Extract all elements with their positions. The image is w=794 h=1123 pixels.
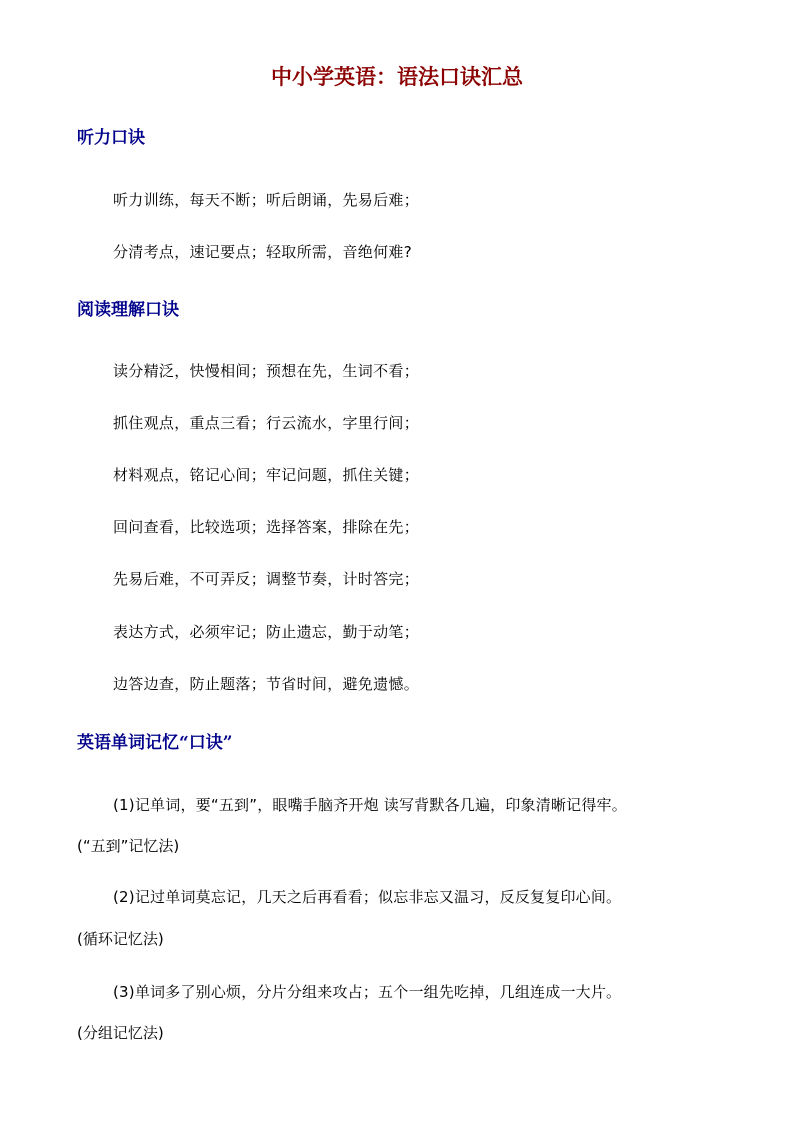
reading-line: 回问查看，比较选项；选择答案，排除在先；: [113, 518, 420, 536]
listening-line: 分清考点，速记要点；轻取所需，音绝何难?: [113, 243, 412, 261]
reading-line: 边答边查，防止题落；节省时间，避免遗憾。: [113, 675, 420, 693]
listening-heading: 听力口诀: [77, 128, 145, 148]
reading-heading: 阅读理解口诀: [77, 300, 179, 320]
vocabulary-method: (分组记忆法): [77, 1024, 164, 1042]
reading-line: 读分精泛，快慢相间；预想在先，生词不看；: [113, 362, 420, 380]
vocabulary-mnemonic: (3)单词多了别心烦，分片分组来攻占；五个一组先吃掉，几组连成一大片。: [113, 983, 622, 1001]
reading-line: 材料观点，铭记心间；牢记问题，抓住关键；: [113, 466, 420, 484]
reading-line: 抓住观点，重点三看；行云流水，字里行间；: [113, 414, 420, 432]
vocabulary-mnemonic: (1)记单词，要“五到”，眼嘴手脑齐开炮 读写背默各几遍，印象清晰记得牢。: [113, 796, 627, 814]
document-title: 中小学英语：语法口诀汇总: [271, 64, 523, 89]
vocabulary-method: (循环记忆法): [77, 930, 164, 948]
vocabulary-mnemonic: (2)记过单词莫忘记，几天之后再看看；似忘非忘又温习，反反复复印心间。: [113, 888, 622, 906]
vocabulary-heading: 英语单词记忆“口诀”: [77, 733, 233, 753]
vocabulary-method: (“五到”记忆法): [77, 837, 180, 855]
reading-line: 表达方式，必须牢记；防止遗忘，勤于动笔；: [113, 623, 420, 641]
listening-line: 听力训练，每天不断；听后朗诵，先易后难；: [113, 191, 420, 209]
reading-line: 先易后难，不可弄反；调整节奏，计时答完；: [113, 570, 420, 588]
